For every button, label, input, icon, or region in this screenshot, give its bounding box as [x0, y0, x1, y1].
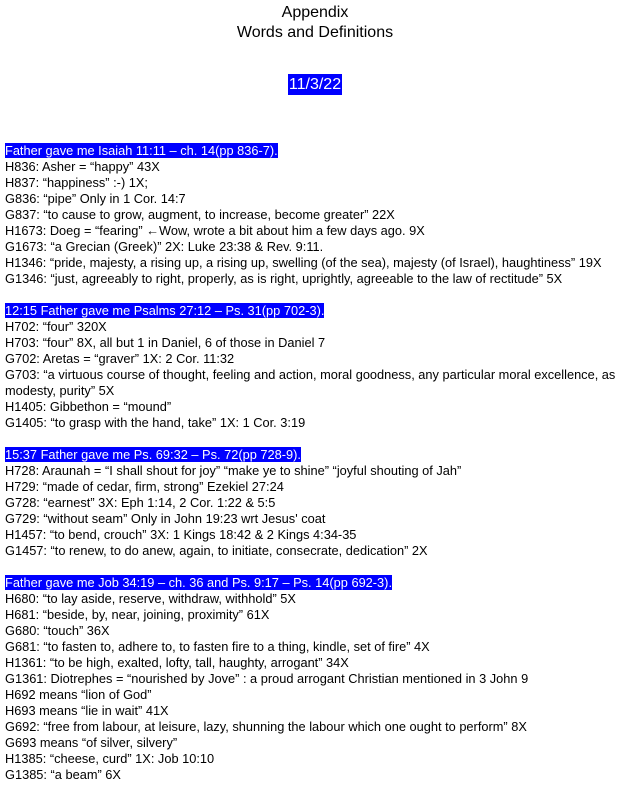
section-job: [5, 575, 627, 783]
entry: G693 means “of silver, silvery”: [5, 735, 178, 750]
section-heading-text: Father gave me Job 34:19 – ch. 36 and Ps. 9:17 – Ps. 14(pp 692-3).: [5, 575, 392, 590]
entry: H729: “made of cedar, firm, strong” Ezekiel 27:24: [5, 479, 284, 494]
entry: H1405: Gibbethon = “mound”: [5, 399, 172, 414]
entry: H702: “four” 320X: [5, 319, 107, 334]
section-heading-text: Father gave me Isaiah 11:11 – ch. 14(pp 836-7).: [5, 143, 278, 158]
section-heading: [5, 575, 627, 591]
entry: G680: “touch” 36X: [5, 623, 110, 638]
entry: H837: “happiness” :-) 1X;: [5, 175, 148, 190]
section-heading: [5, 447, 627, 463]
entry: H680: “to lay aside, reserve, withdraw, withhold” 5X: [5, 591, 296, 606]
entry: H836: Asher = “happy” 43X: [5, 159, 160, 174]
entry: H693 means “lie in wait” 41X: [5, 703, 169, 718]
section-isaiah: [5, 143, 627, 287]
page-title: Appendix: [281, 4, 349, 21]
section-heading-text: 12:15 Father gave me Psalms 27:12 – Ps. 31(pp 702-3).: [5, 303, 325, 318]
section-heading: [5, 143, 627, 159]
entry: G703: “a virtuous course of thought, feeling and action, moral goodness, any particular moral excellence, as modesty, purity” 5X: [5, 367, 616, 398]
entry: H1361: “to be high, exalted, lofty, tall, haughty, arrogant” 34X: [5, 655, 349, 670]
section-psalms-27: [5, 303, 627, 431]
entry: G1361: Diotrephes = “nourished by Jove” : a proud arrogant Christian mentioned in 3 John 9: [5, 671, 529, 686]
entry: G836: “pipe” Only in 1 Cor. 14:7: [5, 191, 186, 206]
entry: H1385: “cheese, curd” 1X: Job 10:10: [5, 751, 215, 766]
entry: H1346: “pride, majesty, a rising up, a rising up, swelling (of the sea), majesty (of Israel), haughtiness” 19X: [5, 255, 602, 270]
date-highlight: 11/3/22: [288, 76, 342, 93]
entry: G1673: “a Grecian (Greek)” 2X: Luke 23:38 & Rev. 9:11.: [5, 239, 324, 254]
entry: G1346: “just, agreeably to right, properly, as is right, uprightly, agreeable to the law of rectitude” 5X: [5, 271, 563, 286]
definitions-content: [5, 143, 627, 799]
entry: G681: “to fasten to, adhere to, to fasten fire to a thing, kindle, set of fire” 4X: [5, 639, 430, 654]
page-header: [0, 0, 630, 43]
entry: H692 means “lion of God”: [5, 687, 152, 702]
entry: H728: Araunah = “I shall shout for joy” “make ye to shine” “joyful shouting of Jah”: [5, 463, 462, 478]
entry: H703: “four” 8X, all but 1 in Daniel, 6 of those in Daniel 7: [5, 335, 326, 350]
section-psalms-69: [5, 447, 627, 559]
entry: G1405: “to grasp with the hand, take” 1X: 1 Cor. 3:19: [5, 415, 306, 430]
entry: G729: “without seam” Only in John 19:23 wrt Jesus' coat: [5, 511, 326, 526]
entry: G1457: “to renew, to do anew, again, to initiate, consecrate, dedication” 2X: [5, 543, 428, 558]
page-subtitle: Words and Definitions: [236, 24, 394, 41]
entry: G728: “earnest” 3X: Eph 1:14, 2 Cor. 1:22 & 5:5: [5, 495, 276, 510]
section-heading-text: 15:37 Father gave me Ps. 69:32 – Ps. 72(pp 728-9).: [5, 447, 301, 462]
date-container: [0, 74, 630, 98]
entry: H681: “beside, by, near, joining, proximity” 61X: [5, 607, 270, 622]
section-heading: [5, 303, 627, 319]
entry: G837: “to cause to grow, augment, to increase, become greater” 22X: [5, 207, 395, 222]
entry: H1673: Doeg = “fearing” ←Wow, wrote a bit about him a few days ago. 9X: [5, 223, 425, 238]
entry: H1457: “to bend, crouch” 3X: 1 Kings 18:42 & 2 Kings 4:34-35: [5, 527, 357, 542]
entry: G1385: “a beam” 6X: [5, 767, 121, 782]
entry: G692: “free from labour, at leisure, lazy, shunning the labour which one ought to perform” 8X: [5, 719, 527, 734]
entry: G702: Aretas = “graver” 1X: 2 Cor. 11:32: [5, 351, 235, 366]
